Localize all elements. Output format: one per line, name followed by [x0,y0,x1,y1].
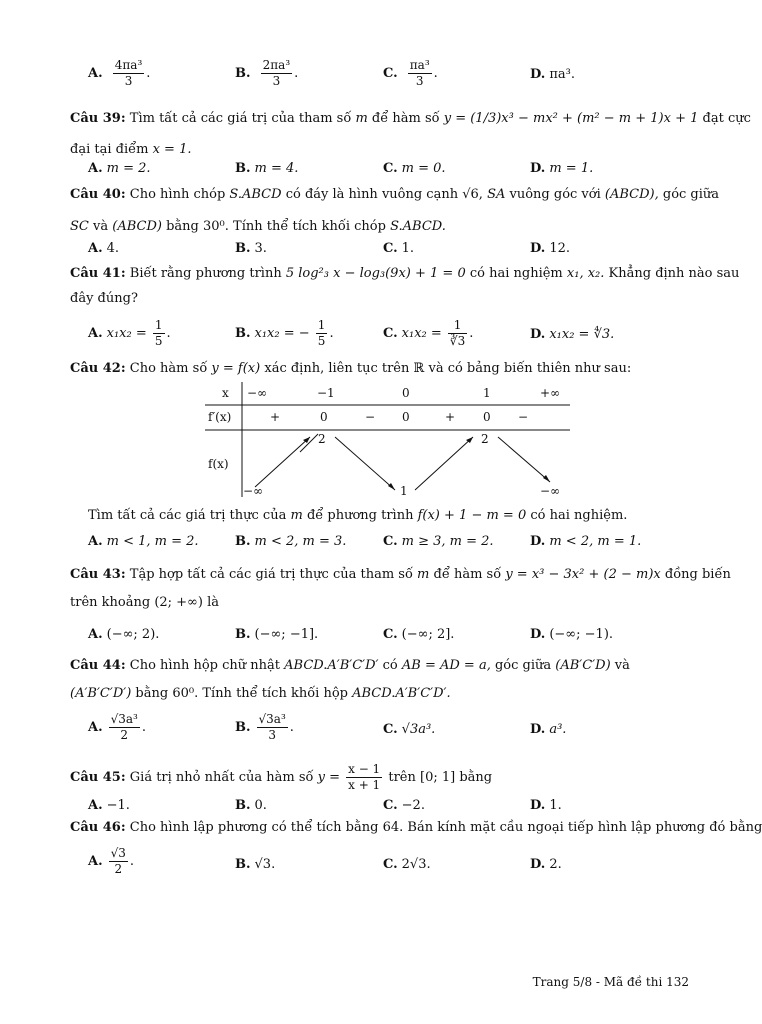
q46-option-b: B. √3. [235,857,276,872]
table-x-0: 0 [402,386,410,400]
q40-stem-2: SC và (ABCD) bằng 30⁰. Tính thể tích khối chóp S.ABCD. [70,219,446,234]
table-f-min: 1 [400,484,408,498]
q44-option-a: A. $\frac{\text{√3a³}}{2}$ . [88,712,147,742]
q46-stem: Câu 46: Cho hình lập phương có thể tích bằng 64. Bán kính mặt cầu ngoại tiếp hình lập phương đó bằng [70,820,762,835]
q46-option-d: D. 2. [530,857,562,872]
q43-option-c: C. (−∞; 2]. [383,627,455,642]
q41-stem-2: đây đúng? [70,291,138,306]
q39-stem: Câu 39: Tìm tất cả các giá trị của tham số m để hàm số y = (1/3)x³ − mx² + (m² − m + 1)x + 1 đạt cực [70,111,751,126]
q42-stem: Câu 42: Cho hàm số y = f(x) xác định, liên tục trên ℝ và có bảng biến thiên như sau: [70,361,632,376]
table-f-max1: 2 [318,432,326,446]
q40-option-c: C. 1. [383,241,415,256]
q40-stem: Câu 40: Cho hình chóp S.ABCD có đáy là hình vuông cạnh √6, SA vuông góc với (ABCD), góc giữa [70,187,720,202]
q41-option-d: D. x₁x₂ = ∜3. [530,327,615,342]
table-x-minus-1: −1 [317,386,335,400]
q39-option-c: C. m = 0. [383,161,446,176]
q41-option-c: C. x₁x₂ = $\frac{1}{∛3}$ . [383,318,474,348]
table-fprime-label: f′(x) [208,410,232,424]
q44-stem: Câu 44: Cho hình hộp chữ nhật ABCD.A′B′C′D′ có AB = AD = a, góc giữa (AB′C′D) và [70,658,630,673]
q43-option-a: A. (−∞; 2). [88,627,160,642]
table-fprime-sign-1: + [270,410,281,424]
q38-option-d: D. πa³. [530,67,575,82]
q42-stem-2: Tìm tất cả các giá trị thực của m để phương trình f(x) + 1 − m = 0 có hai nghiệm. [88,508,628,523]
q45-stem: Câu 45: Giá trị nhỏ nhất của hàm số y = $\frac{x - 1}{x + 1}$ trên [0; 1] bằng [70,762,493,792]
q45-option-a: A. −1. [88,798,130,813]
q42-option-b: B. m < 2, m = 3. [235,534,347,549]
q43-stem: Câu 43: Tập hợp tất cả các giá trị thực của tham số m để hàm số y = x³ − 3x² + (2 − m)x đồng biến [70,567,731,582]
table-fprime-sign-2: − [365,410,376,424]
q43-option-b: B. (−∞; −1]. [235,627,319,642]
q40-option-d: D. 12. [530,241,571,256]
q45-option-b: B. 0. [235,798,267,813]
q38-option-a: A. $\frac{\text{4πa³}}{3}$ . [88,58,151,88]
q43-stem-2: trên khoảng (2; +∞) là [70,595,220,610]
table-fprime-zero-3: 0 [483,410,491,424]
q44-option-d: D. a³. [530,722,567,737]
q41-option-b: B. x₁x₂ = − $\frac{1}{5}$ . [235,318,334,348]
q42-option-d: D. m < 2, m = 1. [530,534,642,549]
q44-stem-2: (A′B′C′D′) bằng 60⁰. Tính thể tích khối hộp ABCD.A′B′C′D′. [70,686,451,701]
q40-option-b: B. 3. [235,241,267,256]
table-fprime-zero-1: 0 [320,410,328,424]
q39-stem-2: đại tại điểm x = 1. [70,142,192,157]
table-x-pos-inf: +∞ [540,386,561,400]
q38-option-c: C. $\frac{\text{πa³}}{3}$ . [383,58,438,88]
table-x-1: 1 [483,386,491,400]
q41-option-a: A. x₁x₂ = $\frac{1}{5}$ . [88,318,171,348]
q42-option-c: C. m ≥ 3, m = 2. [383,534,494,549]
q45-option-d: D. 1. [530,798,562,813]
q39-option-d: D. m = 1. [530,161,594,176]
q38-option-b: B. $\frac{\text{2πa³}}{3}$ . [235,58,299,88]
table-f-label: f(x) [208,457,229,471]
q39-option-b: B. m = 4. [235,161,299,176]
q46-option-c: C. 2√3. [383,857,431,872]
q44-option-c: C. √3a³. [383,722,436,737]
table-x-label: x [222,386,229,400]
table-f-max2: 2 [481,432,489,446]
table-fprime-zero-2: 0 [402,410,410,424]
table-f-right: −∞ [540,484,561,498]
q45-option-c: C. −2. [383,798,425,813]
q46-option-a: A. $\frac{√3}{2}$ . [88,846,135,876]
q41-stem: Câu 41: Biết rằng phương trình 5 log²₃ x − log₃(9x) + 1 = 0 có hai nghiệm x₁, x₂. Khẳng định nào sau [70,266,740,281]
table-f-left: −∞ [243,484,264,498]
table-fprime-sign-3: + [445,410,456,424]
q42-option-a: A. m < 1, m = 2. [88,534,199,549]
q39-option-a: A. m = 2. [88,161,151,176]
q40-option-a: A. 4. [88,241,120,256]
table-x-neg-inf: −∞ [247,386,268,400]
page-footer: Trang 5/8 - Mã đề thi 132 [532,975,689,989]
table-fprime-sign-4: − [518,410,529,424]
q43-option-d: D. (−∞; −1). [530,627,614,642]
variation-table [205,382,570,497]
q44-option-b: B. $\frac{\text{√3a³}}{3}$ . [235,712,294,742]
